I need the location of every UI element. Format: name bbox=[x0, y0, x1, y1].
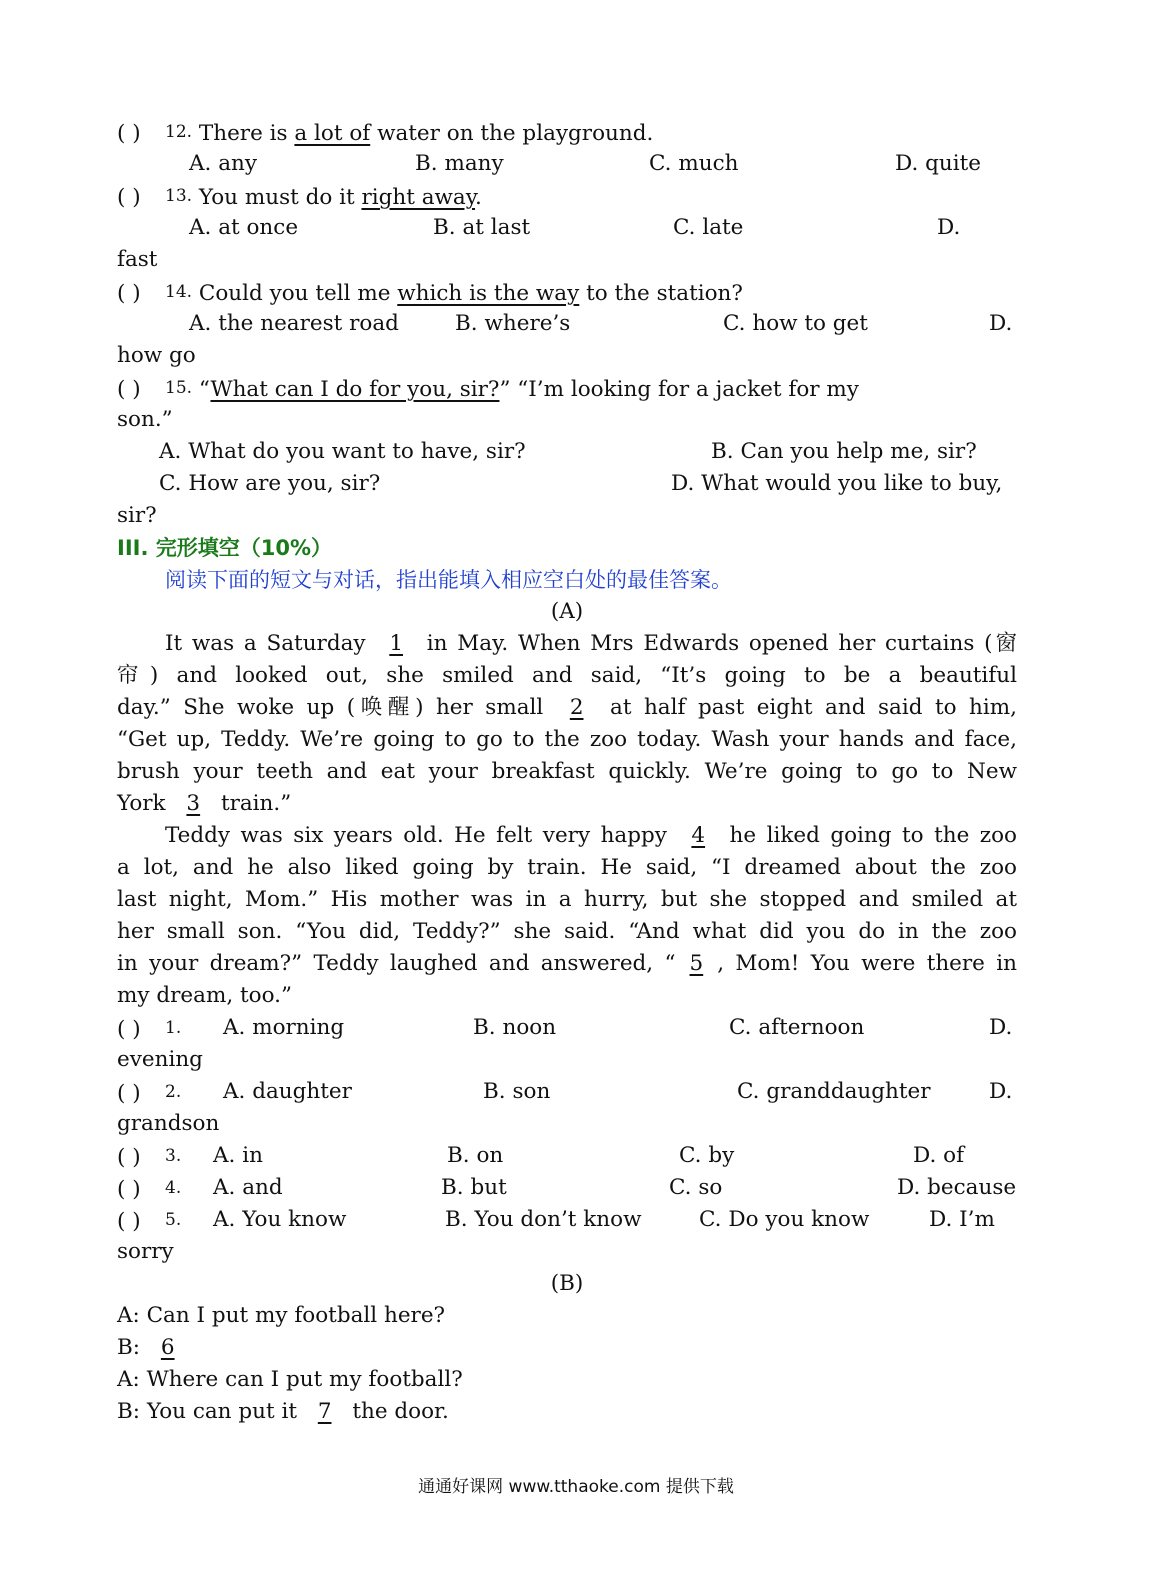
passage-line: her small son. “You did, Teddy?” she said. “And what did you do in the zoo bbox=[117, 919, 1017, 944]
option-b: B. Can you help me, sir? bbox=[711, 439, 977, 464]
cloze-options-4 bbox=[117, 1172, 1017, 1204]
passage-text: It was a Saturday bbox=[165, 631, 376, 656]
answer-paren[interactable]: ( ) bbox=[117, 281, 141, 306]
blank-1[interactable]: 1 bbox=[389, 631, 403, 656]
options-13 bbox=[117, 212, 1017, 244]
option-d-text: fast bbox=[117, 247, 158, 272]
option-b: B. on bbox=[447, 1143, 504, 1168]
cloze-options-2-wrap: grandson bbox=[117, 1111, 220, 1136]
dialogue-line bbox=[117, 1396, 1017, 1428]
question-text: . bbox=[475, 185, 482, 210]
option-c: C. How are you, sir? bbox=[159, 471, 381, 496]
option-a: A. You know bbox=[213, 1207, 347, 1232]
cloze-options-5 bbox=[117, 1204, 1017, 1236]
option-d: D. bbox=[989, 311, 1013, 336]
question-number: 14. bbox=[165, 282, 193, 302]
question-14 bbox=[117, 276, 1017, 308]
cloze-options-3 bbox=[117, 1140, 1017, 1172]
question-number: 1. bbox=[165, 1018, 182, 1038]
passage-a-label: (A) bbox=[550, 599, 584, 624]
option-b: B. but bbox=[441, 1175, 507, 1200]
option-a: A. at once bbox=[189, 215, 299, 240]
passage-line bbox=[117, 788, 1017, 820]
option-c: C. late bbox=[673, 215, 744, 240]
question-number: 15. bbox=[165, 378, 193, 398]
blank-3[interactable]: 3 bbox=[186, 791, 201, 816]
passage-text: , Mom! You were there in bbox=[717, 951, 1017, 976]
option-c: C. granddaughter bbox=[737, 1079, 931, 1104]
option-c: C. afternoon bbox=[729, 1015, 865, 1040]
question-number: 12. bbox=[165, 122, 193, 142]
cloze-options-5-wrap: sorry bbox=[117, 1239, 174, 1264]
question-text: water on the playground. bbox=[370, 121, 654, 146]
option-c: C. much bbox=[649, 151, 739, 176]
underlined-phrase: which is the way bbox=[397, 281, 580, 306]
options-13-wrap bbox=[117, 244, 1017, 276]
question-text: to the station? bbox=[579, 281, 743, 306]
answer-paren[interactable]: ( ) bbox=[117, 1209, 141, 1234]
option-a: A. any bbox=[189, 151, 258, 176]
dialogue-text: B: bbox=[117, 1335, 147, 1360]
cloze-options-2 bbox=[117, 1076, 1017, 1108]
passage-line bbox=[117, 692, 1017, 724]
answer-paren[interactable]: ( ) bbox=[117, 121, 141, 146]
page-footer: 通通好课网 www.tthaoke.com 提供下载 bbox=[418, 1477, 734, 1497]
option-b: B. son bbox=[483, 1079, 551, 1104]
option-b: B. at last bbox=[433, 215, 531, 240]
options-15-cd bbox=[117, 468, 1017, 500]
answer-paren[interactable]: ( ) bbox=[117, 1081, 141, 1106]
blank-4[interactable]: 4 bbox=[691, 823, 706, 848]
option-b: B. noon bbox=[473, 1015, 557, 1040]
underlined-phrase: a lot of bbox=[294, 121, 371, 146]
passage-text: at half past eight and said to him, bbox=[597, 695, 1017, 720]
answer-paren[interactable]: ( ) bbox=[117, 1177, 141, 1202]
options-15-ab bbox=[117, 436, 1017, 468]
question-text: son.” bbox=[117, 407, 173, 432]
dialogue-line bbox=[117, 1332, 1017, 1364]
passage-line bbox=[117, 948, 1017, 980]
underlined-phrase: right away bbox=[361, 185, 476, 210]
passage-line: brush your teeth and eat your breakfast quickly. We’re going to go to New bbox=[117, 759, 1017, 784]
passage-text: York bbox=[117, 791, 173, 816]
options-14-wrap bbox=[117, 340, 1017, 372]
option-d: D. bbox=[989, 1015, 1013, 1040]
option-a: A. and bbox=[213, 1175, 283, 1200]
options-15-wrap bbox=[117, 500, 1017, 532]
cloze-options-1 bbox=[117, 1012, 1017, 1044]
option-a: A. the nearest road bbox=[189, 311, 399, 336]
option-d: D. because bbox=[897, 1175, 1017, 1200]
option-d: D. quite bbox=[895, 151, 981, 176]
option-b: B. You don’t know bbox=[445, 1207, 642, 1232]
option-c: C. how to get bbox=[723, 311, 868, 336]
section-heading: III. 完形填空（10%） bbox=[117, 536, 332, 560]
options-14 bbox=[117, 308, 1017, 340]
section-instruction: 阅读下面的短文与对话，指出能填入相应空白处的最佳答案。 bbox=[165, 568, 732, 592]
option-d-text: how go bbox=[117, 343, 196, 368]
question-13 bbox=[117, 180, 1017, 212]
option-c: C. Do you know bbox=[699, 1207, 870, 1232]
dialogue-text: the door. bbox=[345, 1399, 449, 1424]
passage-text: day.” She woke up (唤醒) her small bbox=[117, 695, 556, 720]
question-text: ” “I’m looking for a jacket for my bbox=[499, 377, 859, 402]
blank-2[interactable]: 2 bbox=[569, 695, 584, 720]
option-c: C. by bbox=[679, 1143, 735, 1168]
answer-paren[interactable]: ( ) bbox=[117, 1017, 141, 1042]
option-a: A. daughter bbox=[223, 1079, 352, 1104]
question-number: 3. bbox=[165, 1146, 182, 1166]
passage-text: in May. When Mrs Edwards opened her curtains (窗 bbox=[417, 631, 1017, 656]
blank-5[interactable]: 5 bbox=[689, 951, 704, 976]
dialogue-line: A: Can I put my football here? bbox=[117, 1303, 446, 1328]
passage-line: 帘) and looked out, she smiled and said, “It’s going to be a beautiful bbox=[117, 663, 1017, 688]
option-a: A. What do you want to have, sir? bbox=[159, 439, 526, 464]
answer-paren[interactable]: ( ) bbox=[117, 185, 141, 210]
dialogue-line: A: Where can I put my football? bbox=[117, 1367, 463, 1392]
option-d: D. bbox=[937, 215, 961, 240]
option-d: D. of bbox=[913, 1143, 965, 1168]
underlined-phrase: What can I do for you, sir? bbox=[210, 377, 500, 402]
question-text: Could you tell me bbox=[192, 281, 398, 306]
option-d: D. I’m bbox=[929, 1207, 995, 1232]
passage-line: “Get up, Teddy. We’re going to go to the zoo today. Wash your hands and face, bbox=[117, 727, 1017, 752]
passage-line bbox=[117, 820, 1017, 852]
question-text: There is bbox=[192, 121, 295, 146]
passage-line: my dream, too.” bbox=[117, 983, 292, 1008]
option-b: B. where’s bbox=[455, 311, 571, 336]
options-12 bbox=[117, 148, 1017, 180]
option-b: B. many bbox=[415, 151, 504, 176]
worksheet-page bbox=[117, 116, 1017, 1428]
passage-text: Teddy was six years old. He felt very happy bbox=[165, 823, 678, 848]
passage-text: he liked going to the zoo bbox=[719, 823, 1017, 848]
blank-7[interactable]: 7 bbox=[317, 1399, 332, 1424]
option-d: D. bbox=[989, 1079, 1013, 1104]
question-15-wrap bbox=[117, 404, 1017, 436]
option-d: D. What would you like to buy, bbox=[671, 471, 1003, 496]
option-a: A. morning bbox=[223, 1015, 345, 1040]
question-number: 5. bbox=[165, 1210, 182, 1230]
option-d-text: sir? bbox=[117, 503, 157, 528]
question-text: “ bbox=[192, 377, 211, 402]
blank-6[interactable]: 6 bbox=[160, 1335, 175, 1360]
passage-b-label: (B) bbox=[550, 1271, 584, 1296]
cloze-options-1-wrap: evening bbox=[117, 1047, 203, 1072]
answer-paren[interactable]: ( ) bbox=[117, 377, 141, 402]
passage-text: train.” bbox=[214, 791, 292, 816]
question-number: 13. bbox=[165, 186, 193, 206]
passage-line: last night, Mom.” His mother was in a hurry, but she stopped and smiled at bbox=[117, 887, 1017, 912]
answer-paren[interactable]: ( ) bbox=[117, 1145, 141, 1170]
dialogue-text: B: You can put it bbox=[117, 1399, 304, 1424]
option-a: A. in bbox=[213, 1143, 263, 1168]
passage-line: a lot, and he also liked going by train. He said, “I dreamed about the zoo bbox=[117, 855, 1017, 880]
question-text: You must do it bbox=[192, 185, 362, 210]
passage-line bbox=[117, 628, 1017, 660]
passage-text: in your dream?” Teddy laughed and answered, “ bbox=[117, 951, 676, 976]
question-number: 4. bbox=[165, 1178, 182, 1198]
question-15 bbox=[117, 372, 1017, 404]
question-12 bbox=[117, 116, 1017, 148]
option-c: C. so bbox=[669, 1175, 723, 1200]
question-number: 2. bbox=[165, 1082, 182, 1102]
